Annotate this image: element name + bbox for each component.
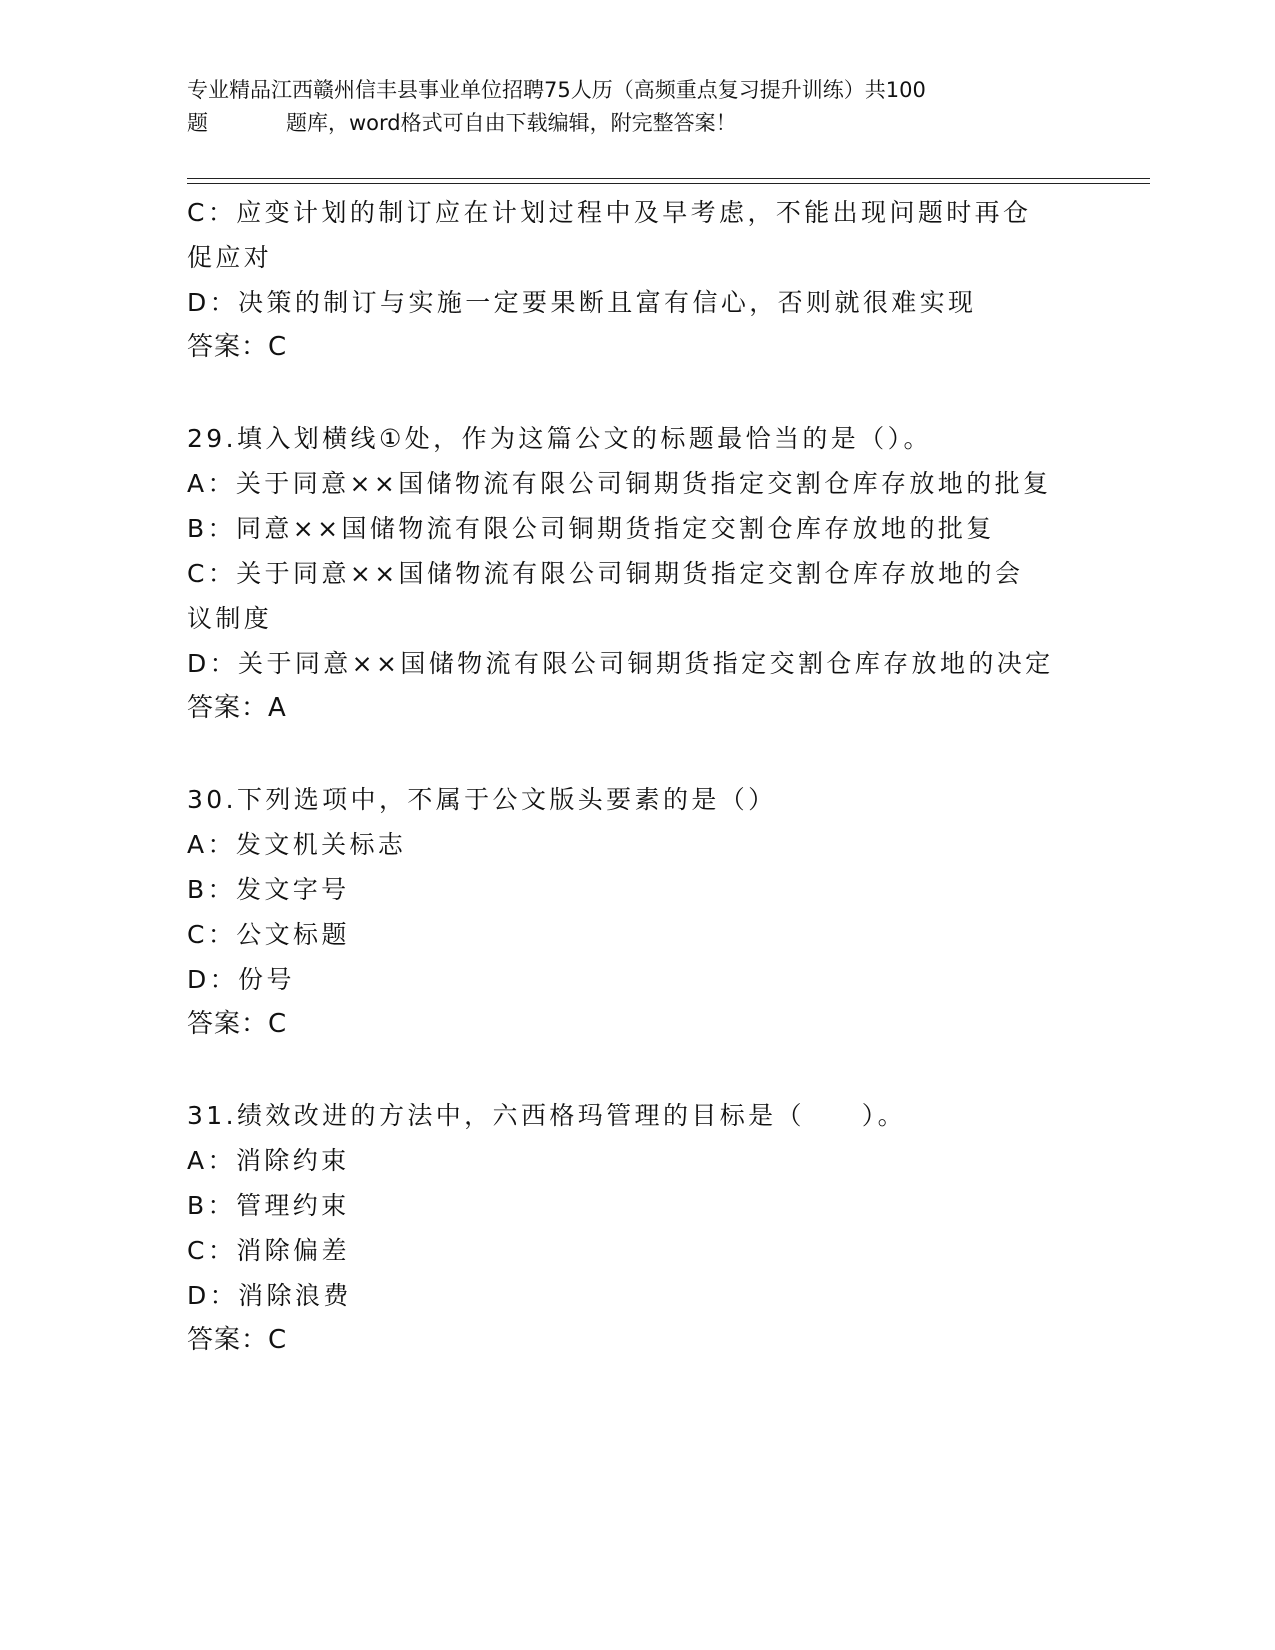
option-d: D：份号 (187, 965, 295, 994)
option-c: C：应变计划的制订应在计划过程中及早考虑，不能出现问题时再仓促应对 (187, 198, 1032, 272)
question-block-28-continued (187, 190, 1087, 370)
option-b: B：管理约束 (187, 1191, 350, 1220)
option-d: D：关于同意××国储物流有限公司铜期货指定交割仓库存放地的决定 (187, 649, 1054, 678)
option-b: B：发文字号 (187, 875, 350, 904)
block-spacer (187, 1047, 1087, 1093)
header-divider-top (187, 178, 1150, 179)
option-c: C：公文标题 (187, 920, 350, 949)
question-block-29 (187, 416, 1087, 731)
option-a: A：发文机关标志 (187, 830, 407, 859)
answer-line: 答案：A (187, 693, 287, 723)
question-stem: 30.下列选项中，不属于公文版头要素的是（） (187, 785, 777, 814)
header-title-line-1: 专业精品江西赣州信丰县事业单位招聘75人历（高频重点复习提升训练）共100 (187, 78, 926, 102)
option-a: A：关于同意××国储物流有限公司铜期货指定交割仓库存放地的批复 (187, 469, 1052, 498)
option-d: D：消除浪费 (187, 1281, 352, 1310)
option-c: C：消除偏差 (187, 1236, 350, 1265)
answer-line: 答案：C (187, 1325, 288, 1355)
header-divider-bottom (187, 183, 1150, 184)
header-title-line-2-left: 题 (187, 111, 208, 135)
header-title-line-2-right: 题库，word格式可自由下载编辑，附完整答案！ (286, 111, 737, 135)
block-spacer (187, 370, 1087, 416)
block-spacer (187, 731, 1087, 777)
question-stem: 29.填入划横线①处，作为这篇公文的标题最恰当的是（）。 (187, 424, 932, 453)
answer-line: 答案：C (187, 1009, 288, 1039)
option-c: C：关于同意××国储物流有限公司铜期货指定交割仓库存放地的会议制度 (187, 559, 1024, 633)
option-a: A：消除约束 (187, 1146, 350, 1175)
option-b: B：同意××国储物流有限公司铜期货指定交割仓库存放地的批复 (187, 514, 995, 543)
question-list (187, 190, 1087, 1363)
question-block-30 (187, 777, 1087, 1047)
option-d: D：决策的制订与实施一定要果断且富有信心，否则就很难实现 (187, 288, 977, 317)
answer-line: 答案：C (187, 332, 288, 362)
header-title-line-2 (187, 107, 1067, 140)
question-stem: 31.绩效改进的方法中，六西格玛管理的目标是（ ）。 (187, 1101, 907, 1130)
question-block-31 (187, 1093, 1087, 1363)
document-header (187, 74, 1067, 140)
